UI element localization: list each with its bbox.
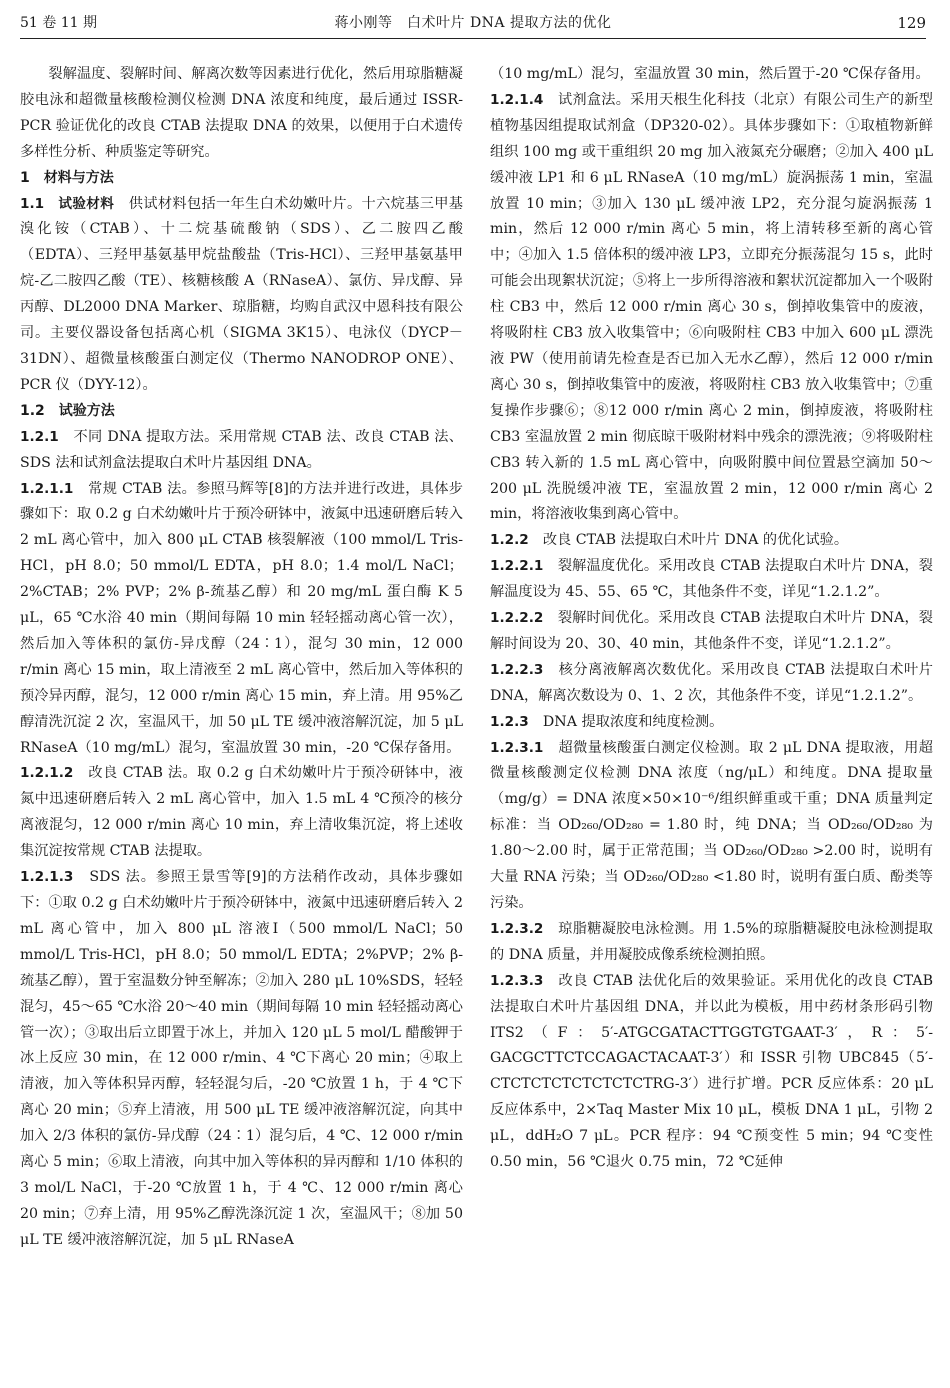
text-1-2-1-3: SDS 法。参照王景雪等[9]的方法稍作改动，具体步骤如下：①取 0.2 g 白术幼嫩叶片于预冷研钵中，液氮中迅速研磨后转入 2 mL 离心管中，加入 800 μL 溶液Ⅰ（500 mmol/L NaCl；50 mmol/L Tris-HCl，pH 8.0；50 mmol/L EDTA；2%PVP；2% β-巯基乙醇），置于室温数分钟至解冻；②加入 280 μL 10%SDS，轻轻混匀，45～65 ℃水浴 20～40 min（期间每隔 10 min 轻轻摇动离心管一次）；③取出后立即置于冰上，并加入 120 μL 5 mol/L 醋酸钾于冰上反应 30 min，在 12 000 r/min、4 ℃下离心 20 min；④取上清液，加入等体积异丙醇，轻轻混匀后，-20 ℃放置 1 h，于 4 ℃下离心 20 min；⑤弃上清液，用 500 μL TE 缓冲液溶解沉淀，向其中加入 2/3 体积的氯仿-异戊醇（24∶1）混匀后，4 ℃、12 000 r/min 离心 5 min；⑥取上清液，向其中加入等体积的异丙醇和 1/10 体积的 3 mol/L NaCl，于-20 ℃放置 1 h，于 4 ℃、12 000 r/min 离心 20 min；⑦弃上清，用 95%乙醇洗涤沉淀 1 次，室温风干；⑧加 50 μL TE 缓冲液溶解沉淀，加 5 μL RNaseA: [20, 869, 463, 1248]
text-1-2-3-2: 琼脂糖凝胶电泳检测。用 1.5%的琼脂糖凝胶电泳检测提取的 DNA 质量，并用凝胶成像系统检测拍照。: [490, 920, 933, 963]
left-column: [20, 62, 463, 1254]
heading-1-2-1-2: 1.2.1.2: [20, 765, 74, 782]
continued-paragraph: （10 mg/mL）混匀，室温放置 30 min，然后置于-20 ℃保存备用。: [490, 66, 930, 82]
section-1-2-3: [490, 710, 933, 736]
right-column: [490, 62, 933, 1176]
section-1-2-2-3: [490, 658, 933, 710]
page-number: 129: [897, 14, 926, 32]
heading-1-2-3-2: 1.2.3.2: [490, 920, 544, 937]
text-1-2-2-3: 核分离液解离次数优化。采用改良 CTAB 法提取白术叶片 DNA，解离次数设为 0、1、2 次，其他条件不变，详见“1.2.1.2”。: [490, 661, 933, 704]
running-header: [20, 8, 926, 39]
heading-1-2-3: 1.2.3: [490, 713, 529, 730]
section-1-2-3-1: [490, 736, 933, 917]
heading-1-2-1-1: 1.2.1.1: [20, 480, 74, 497]
section-1-2-2-1: [490, 554, 933, 606]
heading-1-2-2: 1.2.2: [490, 532, 529, 549]
section-1-2-3-3: [490, 969, 933, 1176]
section-1-2-1-2: [20, 761, 463, 865]
text-1-2-1: 不同 DNA 提取方法。采用常规 CTAB 法、改良 CTAB 法、SDS 法和试剂盒法提取白术叶片基因组 DNA。: [20, 428, 463, 471]
heading-1-2-3-1: 1.2.3.1: [490, 739, 544, 756]
running-title: 蒋小刚等 白术叶片 DNA 提取方法的优化: [334, 15, 612, 31]
volume-issue: 51 卷 11 期: [20, 15, 97, 31]
text-1-2-1-2: 改良 CTAB 法。取 0.2 g 白术幼嫩叶片于预冷研钵中，液氮中迅速研磨后转入 2 mL 离心管中，加入 1.5 mL 4 ℃预冷的核分离液混匀，12 000 r/min 离心 10 min，弃上清收集沉淀，将上述收集沉淀按常规 CTAB 法提取。: [20, 765, 463, 860]
section-1-1: [20, 192, 463, 399]
text-1-2-2-1: 裂解温度优化。采用改良 CTAB 法提取白术叶片 DNA，裂解温度设为 45、55、65 ℃，其他条件不变，详见“1.2.1.2”。: [490, 558, 933, 601]
heading-1-2-2-3: 1.2.2.3: [490, 661, 544, 678]
heading-1-2-2-1: 1.2.2.1: [490, 558, 544, 575]
text-1-2-3: DNA 提取浓度和纯度检测。: [528, 713, 724, 730]
text-1-2-2-2: 裂解时间优化。采用改良 CTAB 法提取白术叶片 DNA，裂解时间设为 20、30、40 min，其他条件不变，详见“1.2.1.2”。: [490, 610, 933, 652]
text-1-2-2: 改良 CTAB 法提取白术叶片 DNA 的优化试验。: [528, 532, 849, 549]
section-1-2-1-3: [20, 865, 463, 1254]
section-heading-1: 1 材料与方法: [20, 169, 114, 186]
text-1-2-1-1: 常规 CTAB 法。参照马辉等[8]的方法并进行改进，具体步骤如下：取 0.2 g 白术幼嫩叶片于预冷研钵中，液氮中迅速研磨后转入 2 mL 离心管中，加入 800 μL CTAB 核裂解液（100 mmol/L Tris-HCl，pH 8.0；50 mmol/L EDTA，pH 8.0；1.4 mol/L NaCl；2%CTAB；2% PVP；2% β-巯基乙醇）和 20 mg/mL 蛋白酶 K 5 μL，65 ℃水浴 40 min（期间每隔 10 min 轻轻摇动离心管一次），然后加入等体积的氯仿-异戊醇（24∶1），混匀 30 min，12 000 r/min 离心 15 min，取上清液至 2 mL 离心管中，然后加入等体积的预冷异丙醇，混匀，12 000 r/min 离心 15 min，弃上清。用 95%乙醇清洗沉淀 2 次，室温风干，加 50 μL TE 缓冲液溶解沉淀，加 5 μL RNaseA（10 mg/mL）混匀，室温放置 30 min，-20 ℃保存备用。: [20, 480, 463, 756]
section-1-2-3-2: [490, 917, 933, 969]
section-1-2-1-4: [490, 88, 933, 528]
section-1-2-2: [490, 528, 933, 554]
heading-1-2-1-4: 1.2.1.4: [490, 91, 544, 108]
text-1-1: 供试材料包括一年生白术幼嫩叶片。十六烷基三甲基溴化铵（CTAB）、十二烷基硫酸钠（SDS）、乙二胺四乙酸（EDTA）、三羟甲基氨基甲烷盐酸盐（Tris-HCl）、三羟甲基氨基甲烷-乙二胺四乙酸（TE）、核糖核酸 A（RNaseA）、氯仿、异戊醇、异丙醇、DL2000 DNA Marker、琼脂糖，均购自武汉中恩科技有限公司。主要仪器设备包括离心机（SIGMA 3K15）、电泳仪（DYCP－31DN）、超微量核酸蛋白测定仪（Thermo NANODROP ONE）、PCR 仪（DYY-12）。: [20, 195, 463, 393]
heading-1-2-2-2: 1.2.2.2: [490, 610, 544, 627]
heading-1-2-3-3: 1.2.3.3: [490, 972, 544, 989]
section-1-2-1: [20, 425, 463, 477]
text-1-2-3-1: 超微量核酸蛋白测定仪检测。取 2 μL DNA 提取液，用超微量核酸测定仪检测 DNA 浓度（ng/μL）和纯度。DNA 提取量（mg/g）= DNA 浓度×50×10⁻⁶/组织鲜重或干重；DNA 质量判定标准：当 OD₂₆₀/OD₂₈₀ = 1.80 时，纯 DNA；当 OD₂₆₀/OD₂₈₀ 为 1.80～2.00 时，属于正常范围；当 OD₂₆₀/OD₂₈₀ >2.00 时，说明有大量 RNA 污染；当 OD₂₆₀/OD₂₈₀ <1.80 时，说明有蛋白质、酚类等污染。: [490, 739, 933, 911]
section-1-2-2-2: [490, 606, 933, 658]
heading-1-2-1-3: 1.2.1.3: [20, 869, 74, 886]
intro-paragraph: 裂解温度、裂解时间、解离次数等因素进行优化，然后用琼脂糖凝胶电泳和超微量核酸检测仪检测 DNA 浓度和纯度，最后通过 ISSR-PCR 验证优化的改良 CTAB 法提取 DNA 的效果，以便用于白术遗传多样性分析、种质鉴定等研究。: [20, 66, 463, 160]
section-heading-1-2: 1.2 试验方法: [20, 402, 115, 419]
text-1-2-1-4: 试剂盒法。采用天根生化科技（北京）有限公司生产的新型植物基因组提取试剂盒（DP320-02）。具体步骤如下：①取植物新鲜组织 100 mg 或干重组织 20 mg 加入液氮充分碾磨；②加入 400 μL 缓冲液 LP1 和 6 μL RNaseA（10 mg/mL）旋涡振荡 1 min，室温放置 10 min；③加入 130 μL 缓冲液 LP2，充分混匀旋涡振荡 1 min，然后 12 000 r/min 离心 5 min，将上清转移至新的离心管中；④加入 1.5 倍体积的缓冲液 LP3，立即充分振荡混匀 15 s，此时可能会出现絮状沉淀；⑤将上一步所得溶液和絮状沉淀都加入一个吸附柱 CB3 中，然后 12 000 r/min 离心 30 s，倒掉收集管中的废液，将吸附柱 CB3 放入收集管中；⑥向吸附柱 CB3 中加入 600 μL 漂洗液 PW（使用前请先检查是否已加入无水乙醇），然后 12 000 r/min 离心 30 s，倒掉收集管中的废液，将吸附柱 CB3 放入收集管中；⑦重复操作步骤⑥；⑧12 000 r/min 离心 2 min，倒掉废液，将吸附柱 CB3 室温放置 2 min 彻底晾干吸附材料中残余的漂洗液；⑨将吸附柱 CB3 转入新的 1.5 mL 离心管中，向吸附膜中间位置悬空滴加 50～200 μL 洗脱缓冲液 TE，室温放置 2 min，12 000 r/min 离心 2 min，将溶液收集到离心管中。: [490, 91, 933, 523]
heading-1-1: 1.1 试验材料: [20, 195, 115, 212]
heading-1-2-1: 1.2.1: [20, 428, 59, 445]
text-1-2-3-3: 改良 CTAB 法优化后的效果验证。采用优化的改良 CTAB 法提取白术叶片基因组 DNA，并以此为模板，用中药材条形码引物 ITS2（F：5′-ATGCGATACTTGGTGTGAAT-3′，R：5′-GACGCTTCTCCAGACTACAAT-3′）和 ISSR 引物 UBC845（5′-CTCTCTCTCTCTCTCTRG-3′）进行扩增。PCR 反应体系：20 μL 反应体系中，2×Taq Master Mix 10 μL，模板 DNA 1 μL，引物 2 μL，ddH₂O 7 μL。PCR 程序：94 ℃预变性 5 min；94 ℃变性 0.50 min，56 ℃退火 0.75 min，72 ℃延伸: [490, 972, 933, 1171]
section-1-2-1-1: [20, 477, 463, 762]
